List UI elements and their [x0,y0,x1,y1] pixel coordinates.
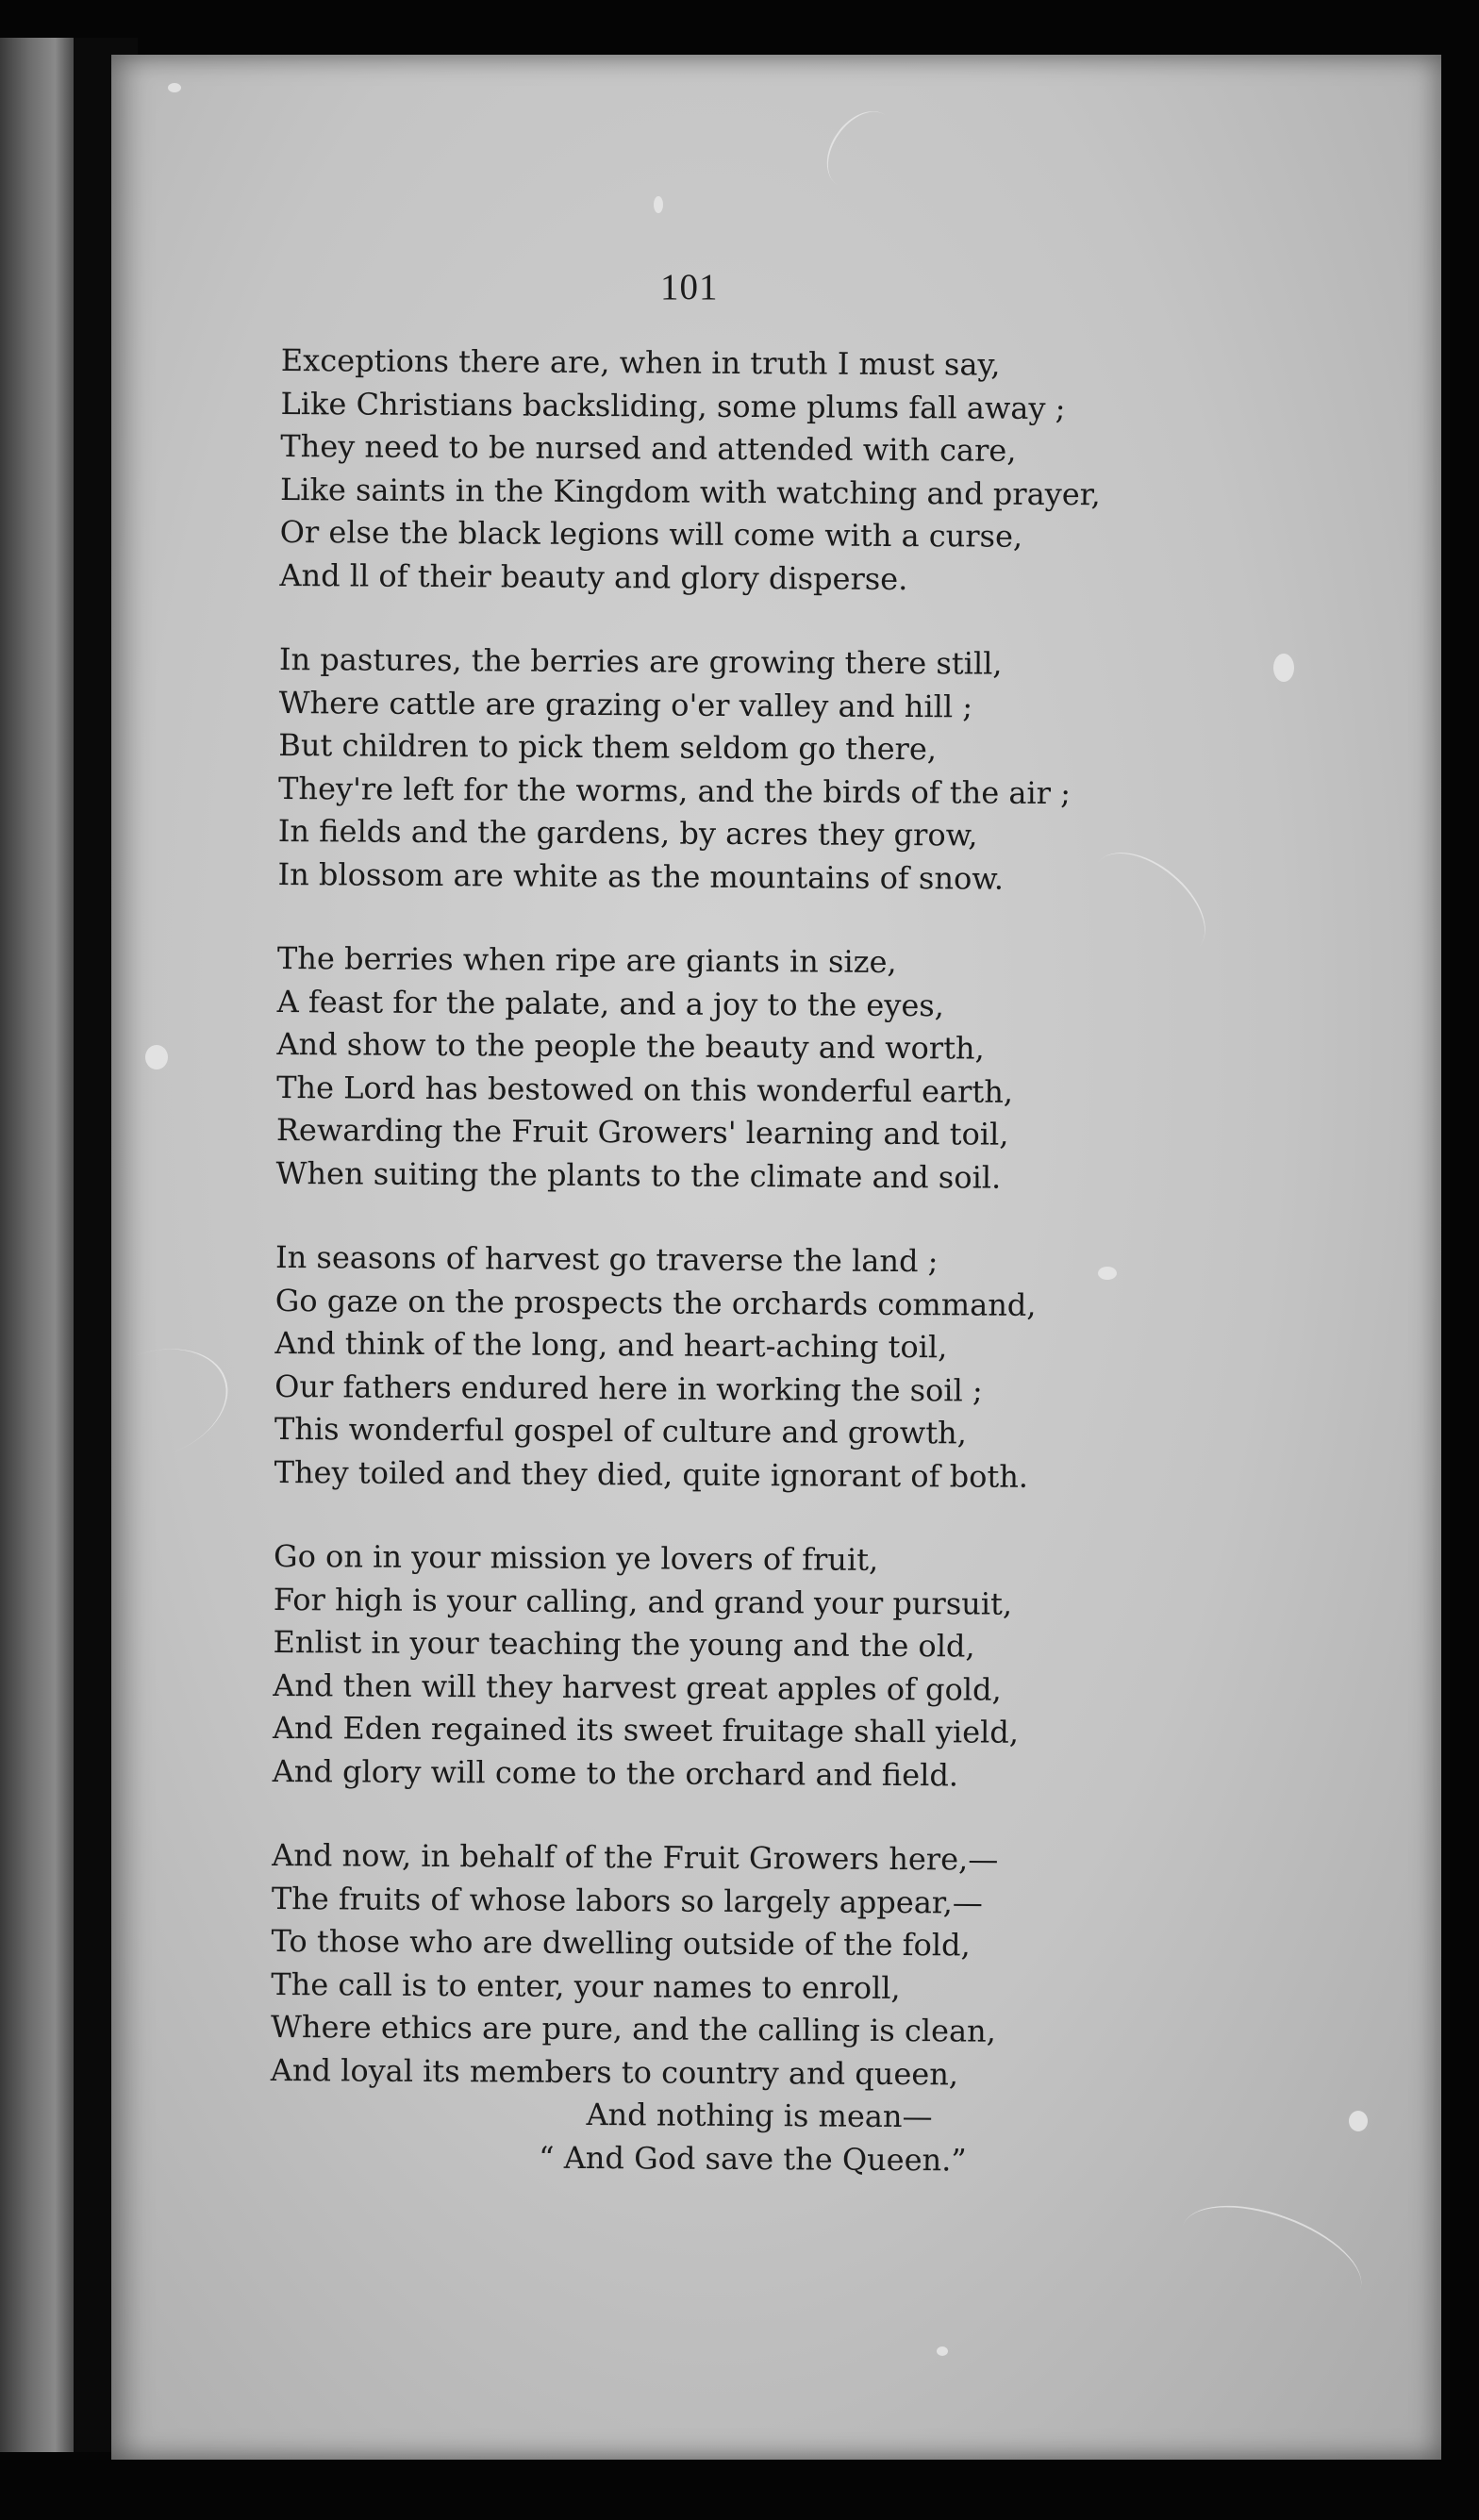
stanza [270,1834,1121,2182]
poem-line: And glory will come to the orchard and field. [272,1752,959,1793]
stanza [273,1535,1123,1798]
poem-line: Rewarding the Fruit Growers' learning and toil, [275,1111,1009,1152]
poem-line: A feast for the palate, and a joy to the eyes, [276,983,945,1023]
poem-line: And ll of their beauty and glory disperse. [279,556,908,597]
poem-line: The call is to enter, your names to enroll, [271,1965,901,2006]
stanza [277,638,1128,901]
poem-line: And loyal its members to country and queen, [270,2051,959,2092]
poem-line: In seasons of harvest go traverse the land ; [274,1238,939,1280]
closing-line: “ And God save the Queen.” [539,2139,967,2178]
page-number: 101 [660,267,719,307]
poem-line: Enlist in your teaching the young and the old, [273,1623,975,1665]
poem-line: They toiled and they died, quite ignorant of both. [274,1453,1029,1495]
poem-line: The fruits of whose labors so largely appear,— [271,1880,983,1921]
poem-line: And then will they harvest great apples of gold, [273,1666,1002,1708]
poem-line: To those who are dwelling outside of the fold, [271,1922,971,1964]
poem-line: Where ethics are pure, and the calling is clean, [270,2008,997,2049]
poem-line: They need to be nursed and attended with care, [280,427,1017,469]
paper-scratch [1168,2185,1374,2331]
poem [270,340,1130,2224]
poem-line: Exceptions there are, when in truth I must say, [280,341,1001,383]
closing-line: And nothing is mean— [586,2097,933,2135]
poem-line: Or else the black legions will come with a curse, [279,513,1023,555]
stanza [279,340,1130,602]
stanza [275,937,1126,1200]
poem-line: And think of the long, and heart-aching toil, [274,1324,948,1366]
poem-line: In fields and the gardens, by acres they grow, [277,812,978,854]
paper-scratch [813,98,909,201]
poem-line: Like Christians backsliding, some plums fall away ; [280,385,1066,426]
stanza [274,1236,1125,1499]
poem-line: When suiting the plants to the climate and soil. [275,1154,1002,1196]
poem-line: For high is your calling, and grand your pursuit, [273,1581,1013,1622]
poem-line: In pastures, the berries are growing there still, [278,640,1003,682]
dust-speck [145,1045,168,1069]
poem-line: The Lord has bestowed on this wonderful earth, [276,1069,1014,1110]
poem-line: And now, in behalf of the Fruit Growers here,— [272,1836,999,1878]
poem-line: And show to the people the beauty and worth, [276,1025,985,1067]
poem-line: This wonderful gospel of culture and growth, [274,1410,968,1451]
dust-speck [654,196,663,213]
poem-line: Where cattle are grazing o'er valley and hill ; [278,684,973,724]
poem-line: Go gaze on the prospects the orchards command, [274,1282,1037,1323]
poem-line: They're left for the worms, and the birds of the air ; [277,770,1072,811]
dust-speck [168,83,181,92]
poem-line: But children to pick them seldom go there, [278,726,938,768]
dust-speck [1349,2111,1368,2131]
poem-line: And Eden regained its sweet fruitage shall yield, [272,1709,1020,1750]
poem-line: The berries when ripe are giants in size, [276,939,897,980]
poem-line: Like saints in the Kingdom with watching and prayer, [279,471,1101,512]
facing-page-edge [0,38,74,2452]
dust-speck [1273,654,1294,682]
poem-line: Go on in your mission ye lovers of fruit, [274,1537,879,1578]
poem-line: In blossom are white as the mountains of snow. [277,855,1005,897]
poem-line: Our fathers endured here in working the soil ; [274,1368,983,1409]
dust-speck [937,2346,948,2356]
